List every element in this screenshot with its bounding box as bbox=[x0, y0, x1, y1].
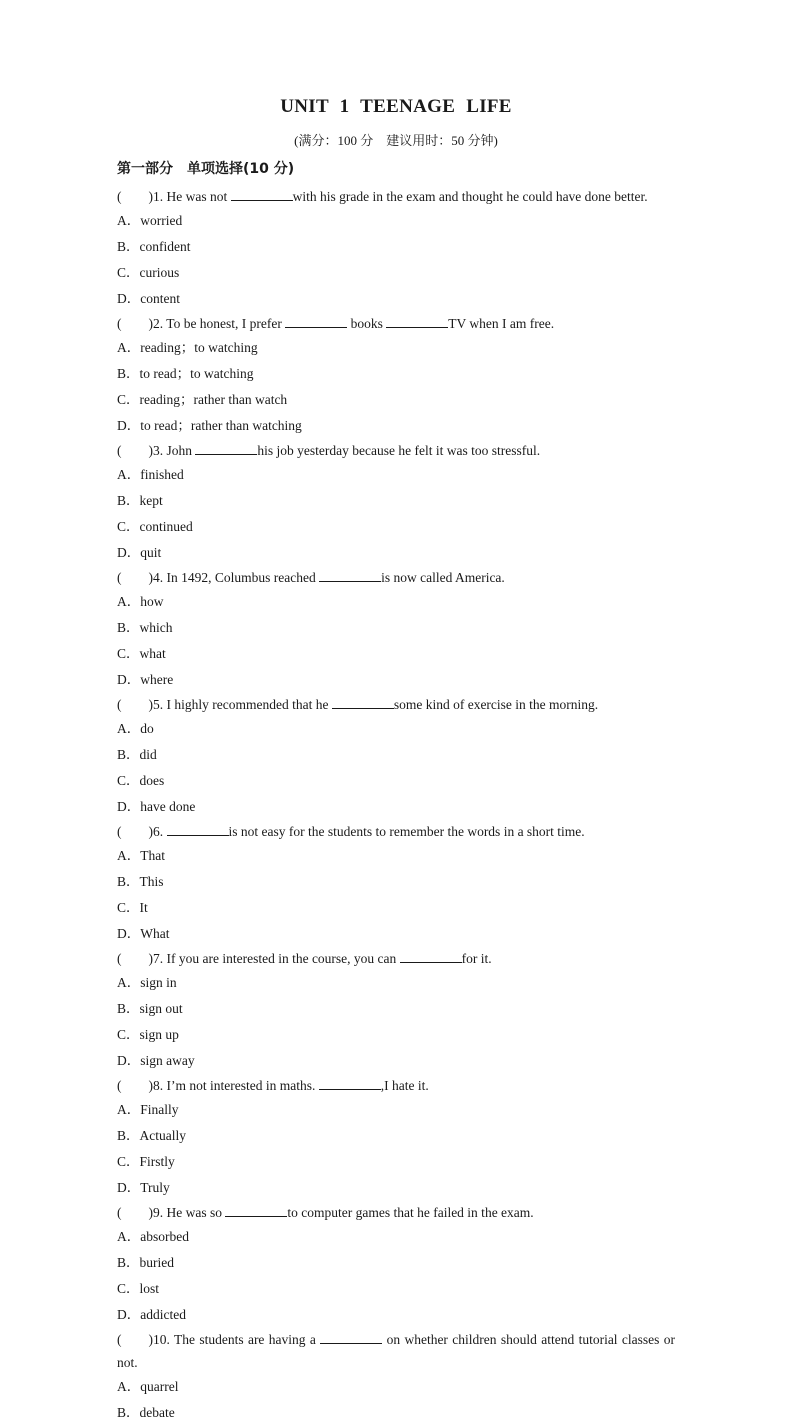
question-6: ( )6. is not easy for the students to remember the words in a short time. bbox=[117, 820, 675, 843]
exam-page bbox=[117, 96, 675, 1426]
option-a[interactable]: A．do bbox=[117, 721, 154, 736]
section-heading: 第一部分 单项选择(10 分) bbox=[117, 161, 295, 177]
question-9: ( )9. He was so to computer games that he failed in the exam. bbox=[117, 1201, 675, 1224]
option-b[interactable]: B．This bbox=[117, 874, 164, 889]
option-a[interactable]: A．finished bbox=[117, 467, 184, 482]
option-a[interactable]: A．Finally bbox=[117, 1102, 179, 1117]
option-a[interactable]: A．reading；to watching bbox=[117, 340, 258, 355]
options-7 bbox=[117, 970, 675, 1074]
answer-bracket[interactable]: ( ) bbox=[117, 951, 153, 966]
answer-blank bbox=[320, 1331, 382, 1344]
option-c[interactable]: C．lost bbox=[117, 1281, 160, 1296]
option-b[interactable]: B．kept bbox=[117, 493, 163, 508]
answer-bracket[interactable]: ( ) bbox=[117, 443, 153, 458]
question-1: ( )1. He was not with his grade in the exam and thought he could have done better. bbox=[117, 185, 675, 208]
option-a[interactable]: A．That bbox=[117, 848, 165, 863]
question-5: ( )5. I highly recommended that he some kind of exercise in the morning. bbox=[117, 693, 675, 716]
option-b[interactable]: B．sign out bbox=[117, 1001, 183, 1016]
answer-blank bbox=[319, 1077, 381, 1090]
option-a[interactable]: A．how bbox=[117, 594, 164, 609]
question-3: ( )3. John his job yesterday because he felt it was too stressful. bbox=[117, 439, 675, 462]
answer-bracket[interactable]: ( ) bbox=[117, 1332, 153, 1347]
answer-blank bbox=[167, 823, 229, 836]
option-d[interactable]: D．Truly bbox=[117, 1180, 170, 1195]
options-10 bbox=[117, 1374, 675, 1426]
option-d[interactable]: D．sign away bbox=[117, 1053, 195, 1068]
options-9 bbox=[117, 1224, 675, 1328]
answer-bracket[interactable]: ( ) bbox=[117, 189, 153, 204]
option-d[interactable]: D．have done bbox=[117, 799, 196, 814]
question-2: ( )2. To be honest, I prefer books TV when I am free. bbox=[117, 312, 675, 335]
answer-bracket[interactable]: ( ) bbox=[117, 1078, 153, 1093]
option-b[interactable]: B．confident bbox=[117, 239, 191, 254]
options-1 bbox=[117, 208, 675, 312]
option-d[interactable]: D．to read；rather than watching bbox=[117, 418, 302, 433]
unit-title: UNIT 1 TEENAGE LIFE bbox=[280, 96, 512, 117]
answer-blank bbox=[319, 569, 381, 582]
option-a[interactable]: A．sign in bbox=[117, 975, 177, 990]
option-b[interactable]: B．to read；to watching bbox=[117, 366, 254, 381]
answer-bracket[interactable]: ( ) bbox=[117, 570, 153, 585]
options-4 bbox=[117, 589, 675, 693]
option-c[interactable]: C．does bbox=[117, 773, 165, 788]
option-a[interactable]: A．worried bbox=[117, 213, 183, 228]
option-b[interactable]: B．debate bbox=[117, 1405, 175, 1420]
option-d[interactable]: D．content bbox=[117, 291, 180, 306]
option-a[interactable]: A．quarrel bbox=[117, 1379, 179, 1394]
option-d[interactable]: D．where bbox=[117, 672, 174, 687]
options-5 bbox=[117, 716, 675, 820]
answer-blank bbox=[332, 696, 394, 709]
answer-blank bbox=[231, 188, 293, 201]
answer-bracket[interactable]: ( ) bbox=[117, 824, 153, 839]
option-a[interactable]: A．absorbed bbox=[117, 1229, 189, 1244]
answer-blank bbox=[400, 950, 462, 963]
answer-bracket[interactable]: ( ) bbox=[117, 697, 153, 712]
options-3 bbox=[117, 462, 675, 566]
question-10: ( )10. The students are having a on whether children should attend tutorial classes or not. bbox=[117, 1328, 675, 1374]
option-b[interactable]: B．which bbox=[117, 620, 173, 635]
option-c[interactable]: C．sign up bbox=[117, 1027, 179, 1042]
option-c[interactable]: C．continued bbox=[117, 519, 193, 534]
question-7: ( )7. If you are interested in the course, you can for it. bbox=[117, 947, 675, 970]
option-b[interactable]: B．did bbox=[117, 747, 157, 762]
answer-blank bbox=[225, 1204, 287, 1217]
options-2 bbox=[117, 335, 675, 439]
question-8: ( )8. I’m not interested in maths. ,I hate it. bbox=[117, 1074, 675, 1097]
option-c[interactable]: C．reading；rather than watch bbox=[117, 392, 288, 407]
question-4: ( )4. In 1492, Columbus reached is now called America. bbox=[117, 566, 675, 589]
options-8 bbox=[117, 1097, 675, 1201]
option-d[interactable]: D．addicted bbox=[117, 1307, 186, 1322]
option-c[interactable]: C．Firstly bbox=[117, 1154, 175, 1169]
option-c[interactable]: C．curious bbox=[117, 265, 180, 280]
options-6 bbox=[117, 843, 675, 947]
answer-bracket[interactable]: ( ) bbox=[117, 316, 153, 331]
option-c[interactable]: C．It bbox=[117, 900, 148, 915]
option-d[interactable]: D．What bbox=[117, 926, 170, 941]
option-b[interactable]: B．buried bbox=[117, 1255, 174, 1270]
option-b[interactable]: B．Actually bbox=[117, 1128, 186, 1143]
answer-blank bbox=[386, 315, 448, 328]
answer-blank bbox=[285, 315, 347, 328]
answer-blank bbox=[195, 442, 257, 455]
option-d[interactable]: D．quit bbox=[117, 545, 162, 560]
answer-bracket[interactable]: ( ) bbox=[117, 1205, 153, 1220]
option-c[interactable]: C．what bbox=[117, 646, 166, 661]
exam-info: (满分：100 分 建议用时：50 分钟) bbox=[294, 133, 498, 148]
